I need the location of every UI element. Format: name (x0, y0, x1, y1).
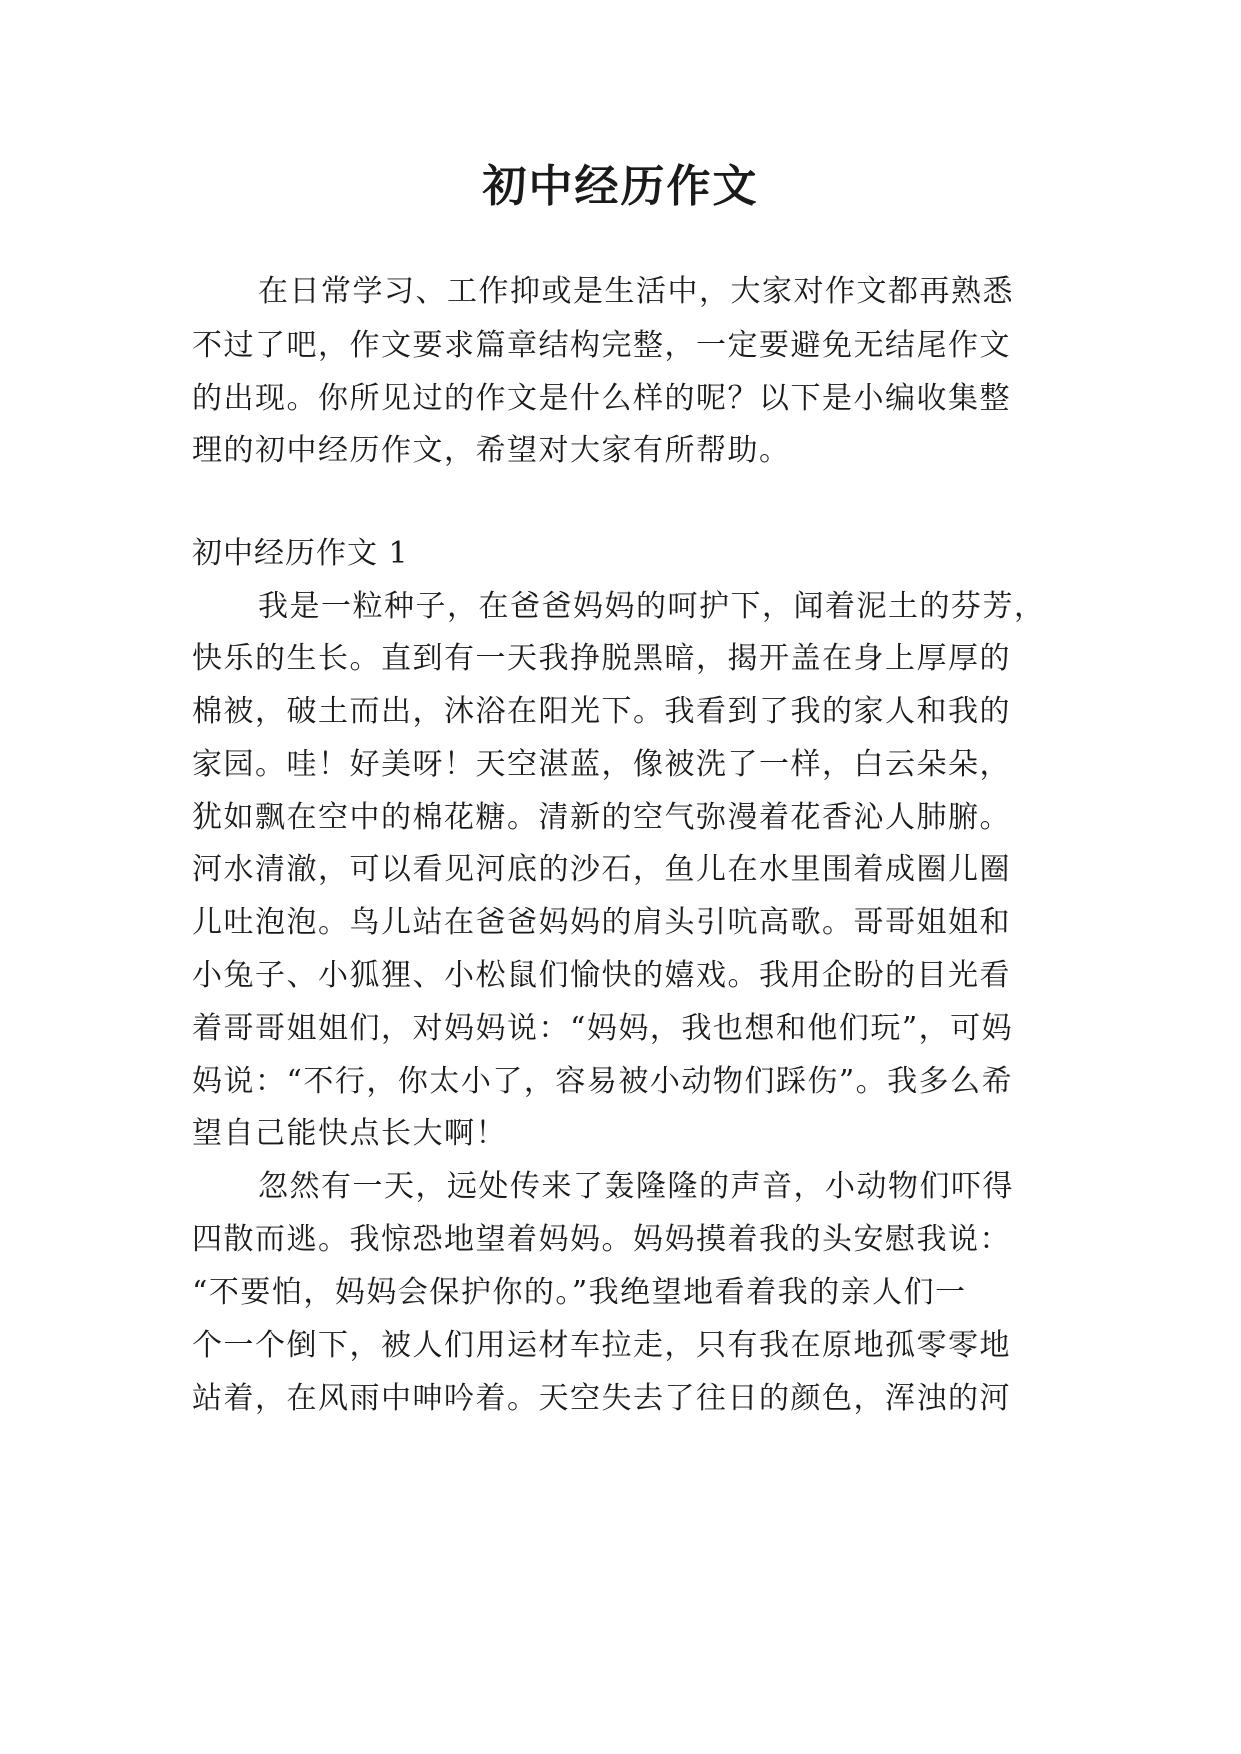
p1-line-1: 我是一粒种子，在爸爸妈妈的呵护下，闻着泥土的芬芳， (258, 589, 1046, 624)
p2-line-5: 站着，在风雨中呻吟着。天空失去了往日的颜色，浑浊的河 (192, 1381, 1011, 1416)
p1-line-6: 河水清澈，可以看见河底的沙石，鱼儿在水里围着成圈儿圈 (192, 852, 1011, 887)
page-title: 初中经历作文 (482, 161, 759, 212)
p2-line-4: 个一个倒下，被人们用运材车拉走，只有我在原地孤零零地 (192, 1328, 1011, 1363)
p2-line-3: “不要怕，妈妈会保护你的。”我绝望地看着我的亲人们一 (192, 1275, 967, 1310)
intro-line-1: 在日常学习、工作抑或是生活中，大家对作文都再熟悉 (258, 274, 1014, 309)
p1-line-7: 儿吐泡泡。鸟儿站在爸爸妈妈的肩头引吭高歌。哥哥姐姐和 (192, 905, 1011, 940)
p1-line-8: 小兔子、小狐狸、小松鼠们愉快的嬉戏。我用企盼的目光看 (192, 958, 1011, 993)
p1-line-11: 望自己能快点长大啊！ (192, 1116, 507, 1151)
p1-line-2: 快乐的生长。直到有一天我挣脱黑暗，揭开盖在身上厚厚的 (192, 641, 1011, 676)
p2-line-2: 四散而逃。我惊恐地望着妈妈。妈妈摸着我的头安慰我说： (192, 1222, 1011, 1257)
intro-line-2: 不过了吧，作文要求篇章结构完整，一定要避免无结尾作文 (192, 328, 1011, 363)
p1-line-10: 妈说：“不行，你太小了，容易被小动物们踩伤”。我多么希 (192, 1064, 1014, 1099)
intro-line-4: 理的初中经历作文，希望对大家有所帮助。 (192, 433, 791, 468)
p1-line-4: 家园。哇！好美呀！天空湛蓝，像被洗了一样，白云朵朵， (192, 747, 1011, 782)
p2-line-1: 忽然有一天，远处传来了轰隆隆的声音，小动物们吓得 (258, 1169, 1014, 1204)
p1-line-5: 犹如飘在空中的棉花糖。清新的空气弥漫着花香沁人肺腑。 (192, 800, 1011, 835)
p1-line-9: 着哥哥姐姐们，对妈妈说：“妈妈，我也想和他们玩”，可妈 (192, 1011, 1014, 1046)
intro-line-3: 的出现。你所见过的作文是什么样的呢？以下是小编收集整 (192, 381, 1011, 416)
p1-line-3: 棉被，破土而出，沐浴在阳光下。我看到了我的家人和我的 (192, 694, 1011, 729)
essay-heading: 初中经历作文 1 (192, 536, 409, 571)
